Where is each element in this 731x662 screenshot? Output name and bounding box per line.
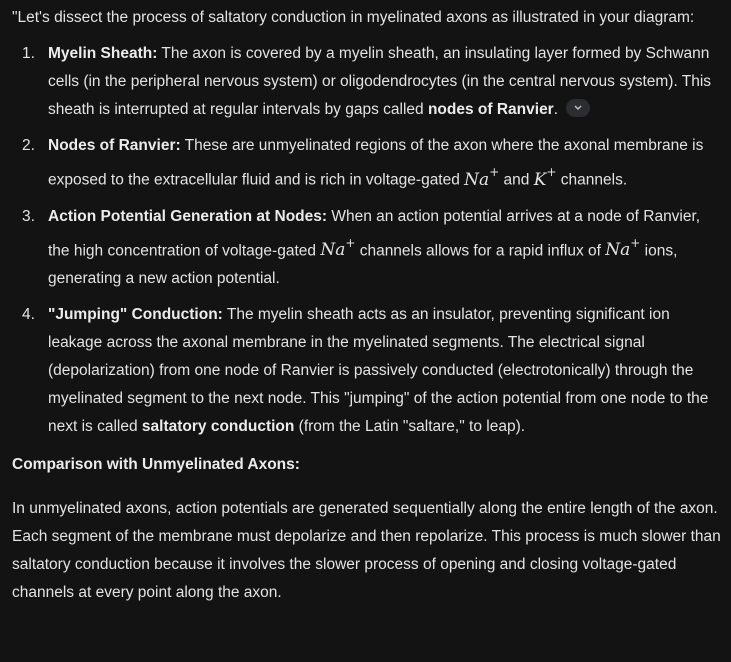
item-title: "Jumping" Conduction:: [48, 306, 223, 324]
list-item: [12, 132, 724, 195]
response-content: [12, 4, 724, 607]
section-heading: [12, 451, 724, 479]
item-text: The axon is covered by a myelin sheath, an insulating layer formed by Schwann cells (in the peripheral nervous system) or oligodendrocytes (in the central nervous system). This sheath is interrupted at regular intervals by gaps called: [48, 45, 712, 118]
item-bold-term: nodes of Ranvier: [427, 101, 554, 118]
math-na-symbol: Na: [605, 240, 631, 261]
section-heading-text: Comparison with Unmyelinated Axons:: [12, 456, 300, 474]
item-title: Nodes of Ranvier:: [48, 137, 181, 154]
math-na: [320, 235, 356, 261]
list-number: 3.: [22, 207, 35, 225]
item-text: ions, generating a new action potential.: [48, 242, 678, 288]
item-text: These are unmyelinated regions of the axon where the axonal membrane is exposed to the extracellular fluid and is rich in voltage-gated: [48, 137, 704, 189]
list-number: 1.: [22, 45, 35, 62]
math-k-symbol: K: [533, 169, 547, 190]
item-bold-term: saltatory conduction: [141, 418, 295, 436]
math-superscript: +: [489, 165, 500, 179]
numbered-list: [12, 40, 724, 441]
math-k: [533, 165, 557, 190]
item-text: The myelin sheath acts as an insulator, preventing significant ion leakage across the axonal membrane in the myelinated segments. The electrical signal (depolarization) from one node of Ranvier is passively conducted (electrotonically) through the myelinated segment to the next node. This "jumping" of the action potential from one node to the next is called: [48, 306, 709, 436]
math-superscript: +: [546, 165, 557, 179]
comparison-paragraph: In unmyelinated axons, action potentials are generated sequentially along the entire length of the axon. Each segment of the membrane must depolarize and then repolarize. This process is much slower than saltatory conduction because it involves the slower process of opening and closing voltage-gated channels at every point along the axon.: [12, 500, 721, 602]
math-na: [464, 165, 500, 190]
item-text: When an action potential arrives at a node of Ranvier, the high concentration of voltage-gated: [48, 207, 701, 260]
item-end: channels.: [556, 171, 628, 189]
list-number: 4.: [22, 306, 35, 324]
item-end: .: [553, 101, 559, 118]
item-text: and: [499, 171, 534, 189]
math-na-symbol: Na: [464, 169, 490, 190]
list-item: [12, 40, 724, 124]
source-chip-button[interactable]: [566, 99, 590, 117]
item-title: Action Potential Generation at Nodes:: [48, 207, 328, 225]
chevron-down-icon: [574, 105, 582, 111]
list-number: 2.: [22, 137, 35, 154]
math-na: [605, 235, 641, 261]
intro-paragraph: "Let's dissect the process of saltatory conduction in myelinated axons as illustrated in your diagram:: [12, 9, 695, 26]
math-superscript: +: [345, 235, 356, 250]
item-text: channels allows for a rapid influx of: [355, 242, 606, 260]
list-item: [12, 203, 724, 294]
math-na-symbol: Na: [320, 240, 346, 261]
item-end: (from the Latin "saltare," to leap).: [294, 418, 526, 436]
list-item: [12, 301, 724, 441]
item-title: Myelin Sheath:: [48, 45, 158, 62]
math-superscript: +: [630, 235, 641, 250]
